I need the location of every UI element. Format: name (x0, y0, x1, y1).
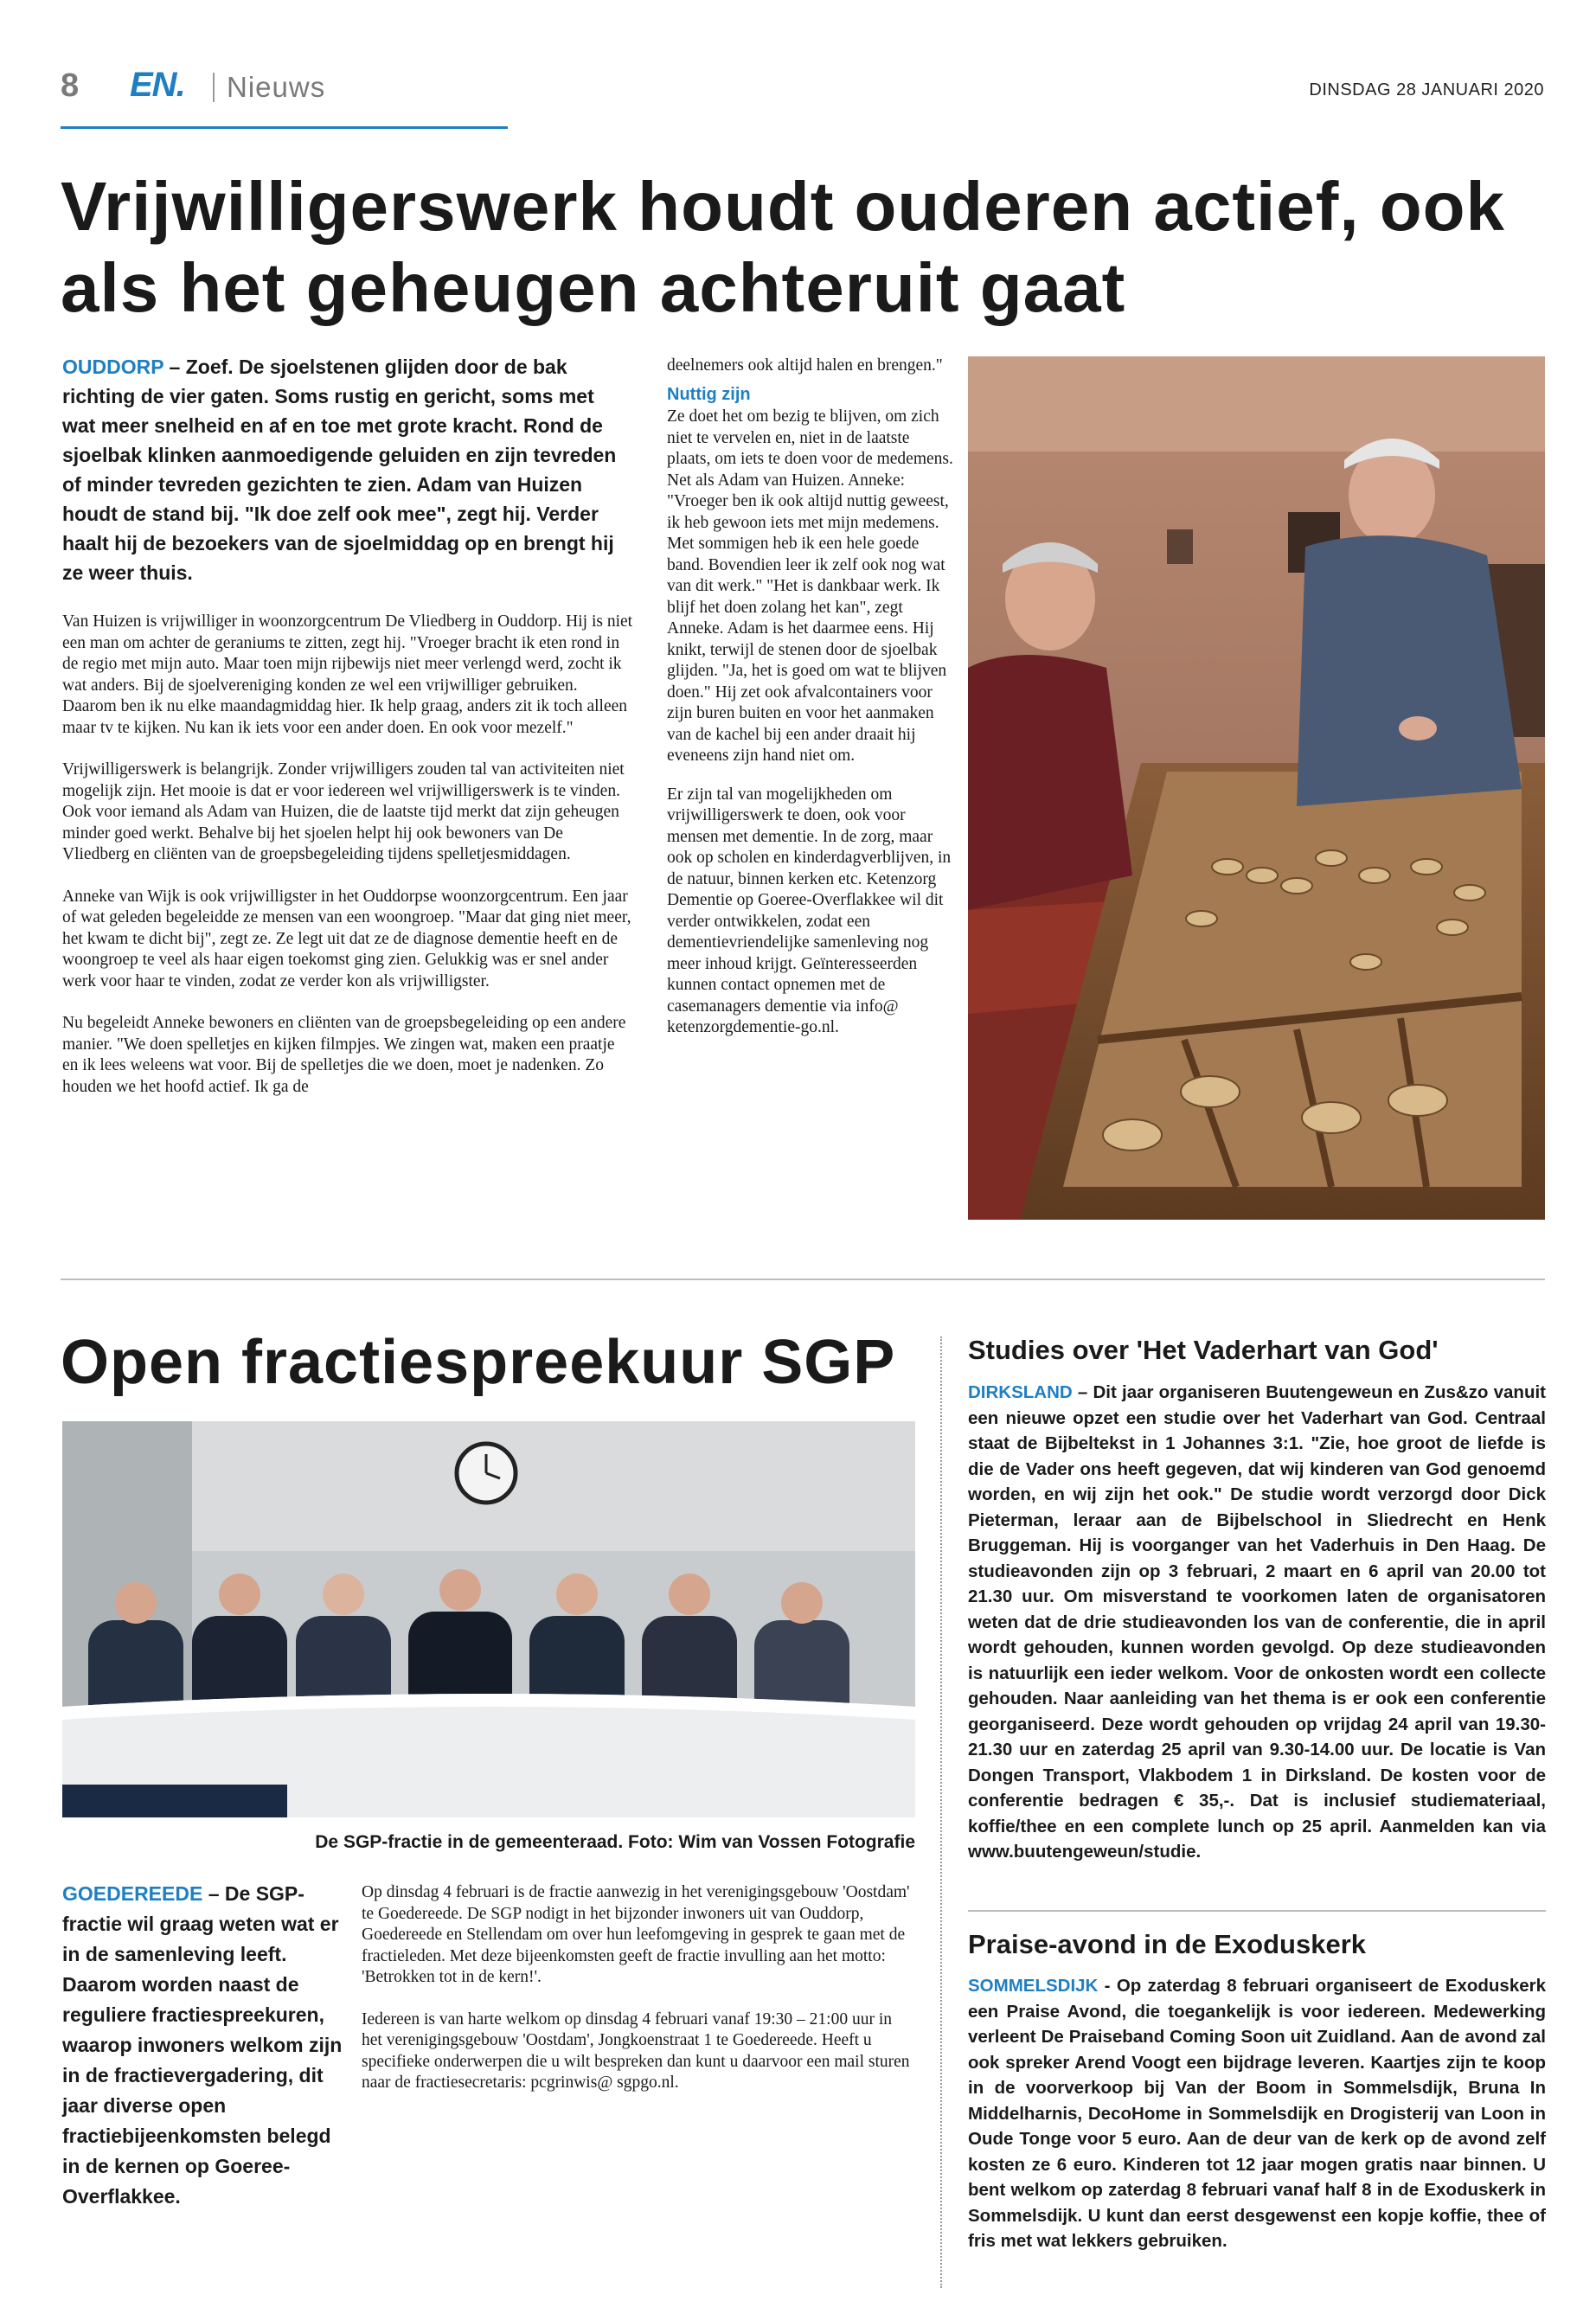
article3-body (968, 1380, 1546, 1865)
sjoelen-photo (968, 356, 1545, 1220)
article1-dateline: OUDDORP (62, 356, 164, 378)
article3-text: – Dit jaar organiseren Buutengeweun en Zus&zo vanuit een nieuwe opzet een studie over het Vaderhart van God. Centraal staat de Bijbeltekst in 1 Johannes 3:1. "Zie, hoe groot de liefde is die de Vader ons heeft gegeven, dat wij kinderen van God genoemd worden, en wij zijn het ook." De studie wordt verzorgd door Dick Pieterman, leraar aan de Bijbelschool in Sliedrecht en Henk Bruggeman. Hij is voorganger van het Vaderhuis in Den Haag. De studieavonden zijn op 3 februari, 2 maart en 6 april van 20.00 tot 21.30 uur. Om misverstand te voorkomen laten de organisatoren weten dat de drie studieavonden los van de conferentie, die in april wordt gehouden, kunnen worden gevolgd. Op deze studieavonden is natuurlijk een ieder welkom. Voor de onkosten wordt een collecte gehouden. Naar aanleiding van het thema is er ook een conferentie georganiseerd. Deze wordt gehouden op vrijdag 24 april van 19.30-21.30 uur en zaterdag 25 april van 9.30-14.00 uur. De locatie is Van Dongen Transport, Vlakbodem 1 in Dirksland. De kosten voor de conferentie bedragen € 35,-. Dat is inclusief studiemateriaal, koffie/thee en een complete lunch op 25 april. Aanmelden kan via www.buutengeweun/studie. (968, 1382, 1546, 1862)
article1-paragraph: Anneke van Wijk is ook vrijwilligster in het Ouddorpse woonzorgcentrum. Een jaar of wat geleden begeleidde ze mensen van een woongroep. "Maar dat ging niet meer, het kwam te dicht bij", zegt ze. Ze legt uit dat ze de diagnose dementie heeft en de woongroep te veel als haar eigen toekomst ging zien. Gelukkig was er snel ander werk voor haar te vinden, zodat ze verder kon als vrijwilligster. (62, 887, 631, 990)
article4-body (968, 1973, 1546, 2254)
article1-paragraph: Vrijwilligerswerk is belangrijk. Zonder vrijwilligers zouden tal van activiteiten niet mogelijk zijn. Het mooie is dat er voor iedereen wel vrijwilligerswerk is te vinden. Ook voor iemand als Adam van Huizen, die de laatste tijd merkt dat zijn geheugen minder goed werkt. Behalve bij het sjoelen helpt hij ook bewoners van De Vliedberg en cliënten van de groepsbegeleiding tijdens spelletjesmiddagen. (62, 760, 625, 863)
article1-column1 (62, 612, 633, 1118)
article1-paragraph: Ze doet het om bezig te blijven, om zich niet te vervelen en, niet in de laatste plaats, om iets te doen voor de medemens. Net als Adam van Huizen. Anneke: "Vroeger ben ik ook altijd nuttig geweest, ik heb gewoon iets met mijn medemens. Met sommigen heb ik een hele goede band. Bovendien leer ik zelf ook nog wat van dit werk." "Het is dankbaar werk. Ik blijf het doen zolang het kan", zegt Anneke. Adam is het daarmee eens. Hij knikt, terwijl de stenen door de sjoelbak glijden. "Ja, het is goed om wat te blijven doen." Hij zet ook afvalcontainers voor zijn buren buiten en voor het aanmaken van de kachel bij een ander draait hij eveneens zijn hand niet om. (667, 407, 953, 765)
article4-text: - Op zaterdag 8 februari organiseert de Exoduskerk een Praise Avond, die toegankelijk is voor iedereen. Medewerking verleent De Praiseband Coming Soon uit Zuidland. Aan de avond zal ook spreker Arend Voogt een bijdrage leveren. Kaartjes zijn te koop in de voorverkoop bij Van der Boom in Sommelsdijk, Bruna In Middelharnis, DecoHome in Sommelsdijk en Drogisterij van Loon in Oude Tonge voor 5 euro. Aan de deur van de kerk op de avond zelf kosten ze 6 euro. Kinderen tot 12 jaar mogen gratis naar binnen. U bent welkom op zaterdag 8 februari vanaf half 8 in de Exoduskerk in Sommelsdijk. U kunt dan eerst desgewenst een kopje koffie, thee of fris met wat lekkers gebruiken. (968, 1976, 1546, 2251)
council-illustration (62, 1421, 915, 1817)
article3-title: Studies over 'Het Vaderhart van God' (968, 1335, 1439, 1365)
article2-body (362, 1882, 915, 2115)
sgp-fractie-photo (62, 1421, 915, 1817)
article4-title: Praise-avond in de Exoduskerk (968, 1929, 1367, 1959)
article2-lead-text: – De SGP-fractie wil graag weten wat er in de samenleving leeft. Daarom worden naast de reguliere fractiespreekuren, waarop inwoners welkom zijn in de fractievergadering, dit jaar diverse open fractiebijeenkomsten belegd in de kernen op Goeree-Overflakkee. (62, 1882, 343, 2208)
article1-paragraph: Er zijn tal van mogelijkheden om vrijwilligerswerk te doen, ook voor mensen met dementie. In de zorg, maar ook op scholen en kinderdagverblijven, in de natuur, binnen kerken etc. Ketenzorg Dementie op Goeree-Overflakkee wil dit verder ontwikkelen, zodat een dementievriendelijke samenleving nog meer inhoud krijgt. Geïnteresseerden kunnen contact opnemen met de casemanagers dementie via info@ ketenzorgdementie-go.nl. (667, 785, 952, 1036)
article2-lead (62, 1879, 344, 2212)
article2-paragraph: Iedereen is van harte welkom op dinsdag 4 februari vanaf 19:30 – 21:00 uur in het verenigingsgebouw 'Oostdam', Jongkoenstraat 1 te Goedereede. Heeft u specifieke onderwerpen die u wilt bespreken dan kunt u daarvoor een mail sturen naar de fractiesecretaris: pcgrinwis@ sgpgo.nl. (362, 2009, 910, 2092)
article1-paragraph: deelnemers ook altijd halen en brengen." (667, 356, 943, 375)
issue-date: DINSDAG 28 JANUARI 2020 (1309, 80, 1544, 99)
article1-paragraph: Van Huizen is vrijwilliger in woonzorgcentrum De Vliedberg in Ouddorp. Hij is niet een man om achter de geraniums te zitten, zegt hij. "Vroeger bracht ik eten rond in de regio met mijn auto. Maar toen mijn rijbewijs niet meer verlengd werd, zocht ik wat anders. Bij de sjoelvereniging konden ze wel een vrijwilliger gebruiken. Daarom ben ik nu elke maandagmiddag hier. Ik help graag, anders zit ik toch alleen maar tv te kijken. Nu kan ik iets voor een ander doen. En ook voor mezelf." (62, 612, 633, 737)
sjoelen-illustration (968, 356, 1545, 1220)
article2-headline: Open fractiespreekuur SGP (61, 1328, 896, 1397)
section-divider (61, 1279, 1545, 1280)
article1-column2 (667, 356, 957, 1056)
article1-lead-text: – Zoef. De sjoelstenen glijden door de bak richting de vier gaten. Soms rustig en gericht, soms met wat meer snelheid en af en toe met grote kracht. Rond de sjoelbak klinken aanmoedigende geluiden en zijn tevreden of minder tevreden gezichten te zien. Adam van Huizen houdt de stand bij. "Ik doe zelf ook mee", zegt hij. Verder haalt hij de bezoekers van de sjoelmiddag op en brengt hij ze weer thuis. (62, 356, 617, 584)
article3-dateline: DIRKSLAND (968, 1382, 1073, 1402)
page-number: 8 (61, 67, 80, 104)
article1-subhead: Nuttig zijn (667, 384, 751, 404)
header-rule (61, 126, 508, 129)
article4-dateline: SOMMELSDIJK (968, 1976, 1099, 1996)
section-label: Nieuws (227, 71, 326, 103)
column-divider (940, 1336, 942, 2288)
sidebar-divider (968, 1910, 1546, 1912)
article1-headline: Vrijwilligerswerk houdt ouderen actief, ook als het geheugen achteruit gaat (61, 168, 1506, 326)
article1-paragraph: Nu begeleidt Anneke bewoners en cliënten van de groepsbegeleiding op een andere manier. "We doen spelletjes en kijken filmpjes. We zingen wat, maken een praatje en ik lees weleens wat voor. Bij de spelletjes die we doen, moet je nadenken. Zo houden we het hoofd actief. Ik ga de (62, 1014, 626, 1096)
newspaper-logo: EN. (130, 66, 185, 104)
article2-paragraph: Op dinsdag 4 februari is de fractie aanwezig in het verenigingsgebouw 'Oostdam' te Goedereede. De SGP nodigt in het bijzonder inwoners uit van Ouddorp, Goedereede en Stellendam om over hun leefomgeving in gesprek te gaan met de fractieleden. Met deze bijeenkomsten geeft de fractie invulling aan het motto: 'Betrokken tot in de kern!'. (362, 1883, 910, 1986)
article1-lead (62, 352, 621, 587)
header-separator (213, 73, 215, 102)
photo-caption: De SGP-fractie in de gemeenteraad. Foto: Wim van Vossen Fotografie (315, 1832, 915, 1852)
article2-dateline: GOEDEREEDE (62, 1882, 203, 1905)
